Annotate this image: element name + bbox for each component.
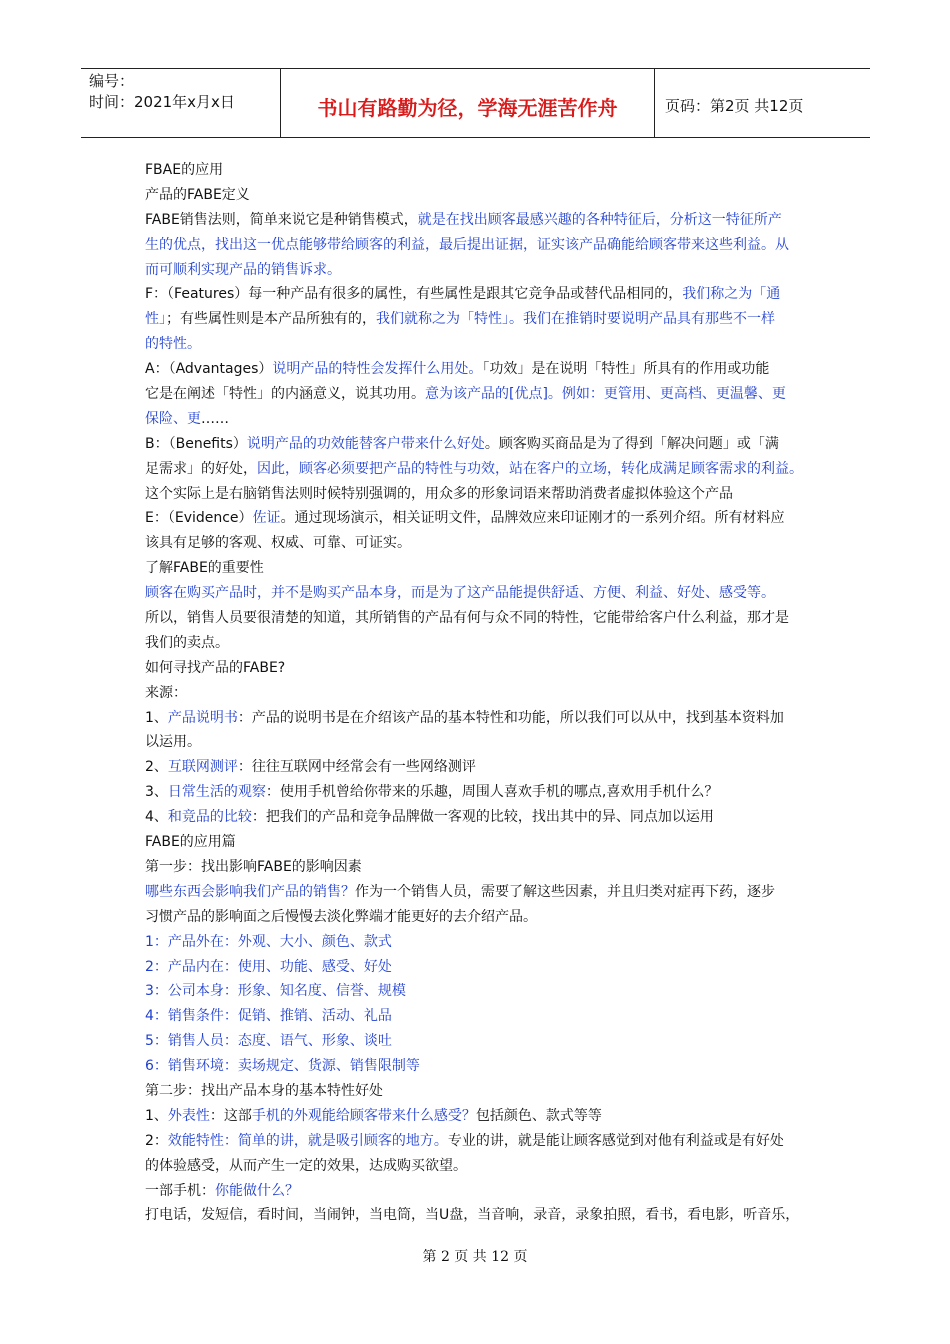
highlighted-text: 就是在找出顾客最感兴趣的各种特征后，分析这一特征所产: [417, 211, 782, 228]
body-text: 的体验感受，从而产生一定的效果，达成购买欲望。: [145, 1157, 467, 1174]
highlighted-text: 4：销售条件：促销、推销、活动、礼品: [145, 1008, 392, 1025]
body-line: [145, 755, 813, 780]
body-text: 1、: [145, 1107, 168, 1124]
body-line: [145, 1129, 813, 1154]
body-text: 该具有足够的客观、权威、可靠、可证实。: [145, 535, 411, 552]
body-line: [145, 282, 813, 307]
body-line: [145, 855, 813, 880]
highlighted-text: 和竞品的比较: [167, 809, 252, 826]
body-line: [145, 556, 813, 581]
body-line: [145, 208, 813, 233]
highlighted-text: 你能做什么？: [215, 1182, 299, 1199]
highlighted-text: 5：销售人员：态度、语气、形象、谈吐: [145, 1033, 392, 1050]
body-text: ：把我们的产品和竞争品牌做一客观的比较，找出其中的异、同点加以运用: [251, 809, 714, 826]
body-line: [145, 432, 813, 457]
body-line: [145, 1004, 813, 1029]
body-text: 了解FABE的重要性: [145, 560, 264, 577]
highlighted-text: 1：产品外在：外观、大小、颜色、款式: [145, 933, 392, 950]
body-line: [145, 233, 813, 258]
body-line: [145, 830, 813, 855]
body-line: [145, 531, 813, 556]
highlighted-text: 生的优点，找出这一优点能够带给顾客的利益，最后提出证据，证实该产品确能给顾客带来这些利益。从: [145, 236, 789, 253]
body-line: [145, 457, 813, 482]
header-info-cell: [81, 69, 281, 137]
body-text: 专业的讲，就是能让顾客感觉到对他有利益或是有好处: [447, 1132, 784, 1149]
body-text: ：这部: [209, 1107, 252, 1124]
highlighted-text: 3：公司本身：形象、知名度、信誉、规模: [145, 983, 406, 1000]
highlighted-text: 我们称之为「通: [682, 286, 781, 303]
body-text: B：（Benefits）: [145, 435, 247, 452]
highlighted-text: 效能特性：简单的讲，就是吸引顾客的地方。: [167, 1132, 448, 1149]
body-text: 包括颜色、款式等等: [475, 1107, 602, 1124]
body-text: 足需求」的好处，: [145, 460, 257, 477]
highlighted-text: 性」: [145, 311, 166, 328]
doc-number-label: 编号：: [89, 72, 135, 90]
body-line: [145, 1179, 813, 1204]
body-line: [145, 407, 813, 432]
document-body: [145, 158, 813, 1228]
body-line: [145, 1054, 813, 1079]
body-text: 3、: [145, 784, 168, 801]
body-line: [145, 307, 813, 332]
body-text: 4、: [145, 809, 168, 826]
body-text: 「功效」是在说明「特性」所具有的作用或功能: [482, 361, 770, 378]
body-text: ：往往互联网中经常会有一些网络测评: [237, 759, 476, 776]
body-text: 这个实际上是右脑销售法则时候特别强调的，用众多的形象词语来帮助消费者虚拟体验这个产品: [145, 485, 733, 502]
body-line: [145, 1203, 813, 1228]
body-line: [145, 332, 813, 357]
body-text: 来源：: [145, 684, 187, 701]
body-text: 产品的FABE定义: [145, 186, 250, 203]
highlighted-text: 保险、更: [145, 410, 201, 427]
body-line: [145, 1154, 813, 1179]
body-text: 所以，销售人员要很清楚的知道，其所销售的产品有何与众不同的特性，它能带给客户什么利益，那才是: [145, 610, 789, 627]
body-text: 1、: [145, 709, 168, 726]
body-text: 。通过现场演示，相关证明文件，品牌效应来印证刚才的一系列介绍。所有材料应: [280, 510, 785, 527]
highlighted-text: 日常生活的观察: [167, 784, 266, 801]
body-line: [145, 880, 813, 905]
body-line: [145, 955, 813, 980]
header-motto: 书山有路勤为径，学海无涯苦作舟: [281, 69, 655, 137]
body-text: FBAE的应用: [145, 162, 224, 178]
body-line: [145, 656, 813, 681]
body-text: A：（Advantages）: [145, 361, 273, 378]
body-line: [145, 930, 813, 955]
highlighted-text: 说明产品的特性会发挥什么用处。: [272, 361, 483, 378]
highlighted-text: 外表性: [167, 1107, 210, 1124]
highlighted-text: 顾客在购买产品时，并不是购买产品本身，而是为了这产品能提供舒适、方便、利益、好处、感受等。: [145, 585, 775, 602]
body-text: 我们的卖点。: [145, 634, 229, 651]
highlighted-text: 说明产品的功效能替客户带来什么好处: [246, 435, 485, 452]
highlighted-text: 因此，顾客必须要把产品的特性与功效，站在客户的立场，转化成满足顾客需求的利益。: [257, 460, 803, 477]
body-line: [145, 482, 813, 507]
body-line: [145, 158, 813, 183]
header-page-info: 页码：第2页 共12页: [665, 96, 804, 115]
body-text: E：（Evidence）: [145, 510, 253, 527]
body-text: 一部手机：: [145, 1182, 215, 1199]
body-line: [145, 258, 813, 283]
body-line: [145, 631, 813, 656]
date-label: 时间：2021年x月x日: [89, 93, 235, 111]
highlighted-text: 手机的外观能给顾客带来什么感受？: [251, 1107, 476, 1124]
body-line: [145, 1029, 813, 1054]
highlighted-text: 而可顺利实现产品的销售诉求。: [145, 261, 341, 278]
body-line: [145, 606, 813, 631]
body-text: 它是在阐述「特性」的内涵意义，说其功用。: [145, 386, 425, 403]
body-line: [145, 730, 813, 755]
body-text: 以运用。: [145, 734, 201, 751]
body-text: 2：: [145, 1132, 168, 1149]
body-text: F：（Features）每一种产品有很多的属性，有些属性是跟其它竞争品或替代品相同的，: [145, 286, 683, 303]
body-text: FABE销售法则，简单来说它是种销售模式，: [145, 211, 418, 228]
body-text: 。顾客购买商品是为了得到「解决问题」或「满: [484, 435, 779, 452]
body-line: [145, 706, 813, 731]
body-text: 第一步：找出影响FABE的影响因素: [145, 858, 362, 875]
body-line: [145, 1079, 813, 1104]
highlighted-text: 我们就称之为「特性」。我们在推销时要说明产品具有那些不一样: [376, 311, 775, 328]
body-line: [145, 780, 813, 805]
body-text: ：产品的说明书是在介绍该产品的基本特性和功能，所以我们可以从中，找到基本资料加: [237, 709, 784, 726]
page-footer: 第 2 页 共 12 页: [422, 1249, 528, 1265]
highlighted-text: 6：销售环境：卖场规定、货源、销售限制等: [145, 1058, 420, 1075]
body-text: ……: [201, 410, 229, 427]
body-line: [145, 979, 813, 1004]
body-text: 习惯产品的影响面之后慢慢去淡化弊端才能更好的去介绍产品。: [145, 908, 537, 925]
highlighted-text: 佐证: [252, 510, 281, 527]
body-text: 作为一个销售人员，需要了解这些因素，并且归类对症再下药，逐步: [355, 883, 775, 900]
body-line: [145, 681, 813, 706]
body-line: [145, 581, 813, 606]
body-line: [145, 382, 813, 407]
highlighted-text: 意为该产品的[优点]。例如：更管用、更高档、更温馨、更: [425, 386, 786, 403]
body-text: 第二步：找出产品本身的基本特性好处: [145, 1082, 383, 1099]
highlighted-text: 2：产品内在：使用、功能、感受、好处: [145, 958, 392, 975]
body-text: ；有些属性则是本产品所独有的，: [166, 311, 376, 328]
body-text: 打电话，发短信，看时间，当闹钟，当电筒，当U盘，当音响，录音，录象拍照，看书，看电影，听音乐，: [145, 1207, 800, 1224]
highlighted-text: 互联网测评: [167, 759, 238, 776]
highlighted-text: 的特性。: [145, 336, 201, 353]
body-text: ：使用手机曾给你带来的乐趣，周围人喜欢手机的哪点,喜欢用手机什么？: [265, 784, 719, 801]
body-line: [145, 357, 813, 382]
body-text: 2、: [145, 759, 168, 776]
body-text: 如何寻找产品的FABE?: [145, 659, 286, 676]
body-line: [145, 905, 813, 930]
body-line: [145, 506, 813, 531]
body-line: [145, 1104, 813, 1129]
highlighted-text: 哪些东西会影响我们产品的销售？: [145, 883, 355, 900]
page-header: [81, 68, 870, 138]
highlighted-text: 产品说明书: [167, 709, 238, 726]
body-text: FABE的应用篇: [145, 834, 236, 851]
body-line: [145, 183, 813, 208]
body-line: [145, 805, 813, 830]
